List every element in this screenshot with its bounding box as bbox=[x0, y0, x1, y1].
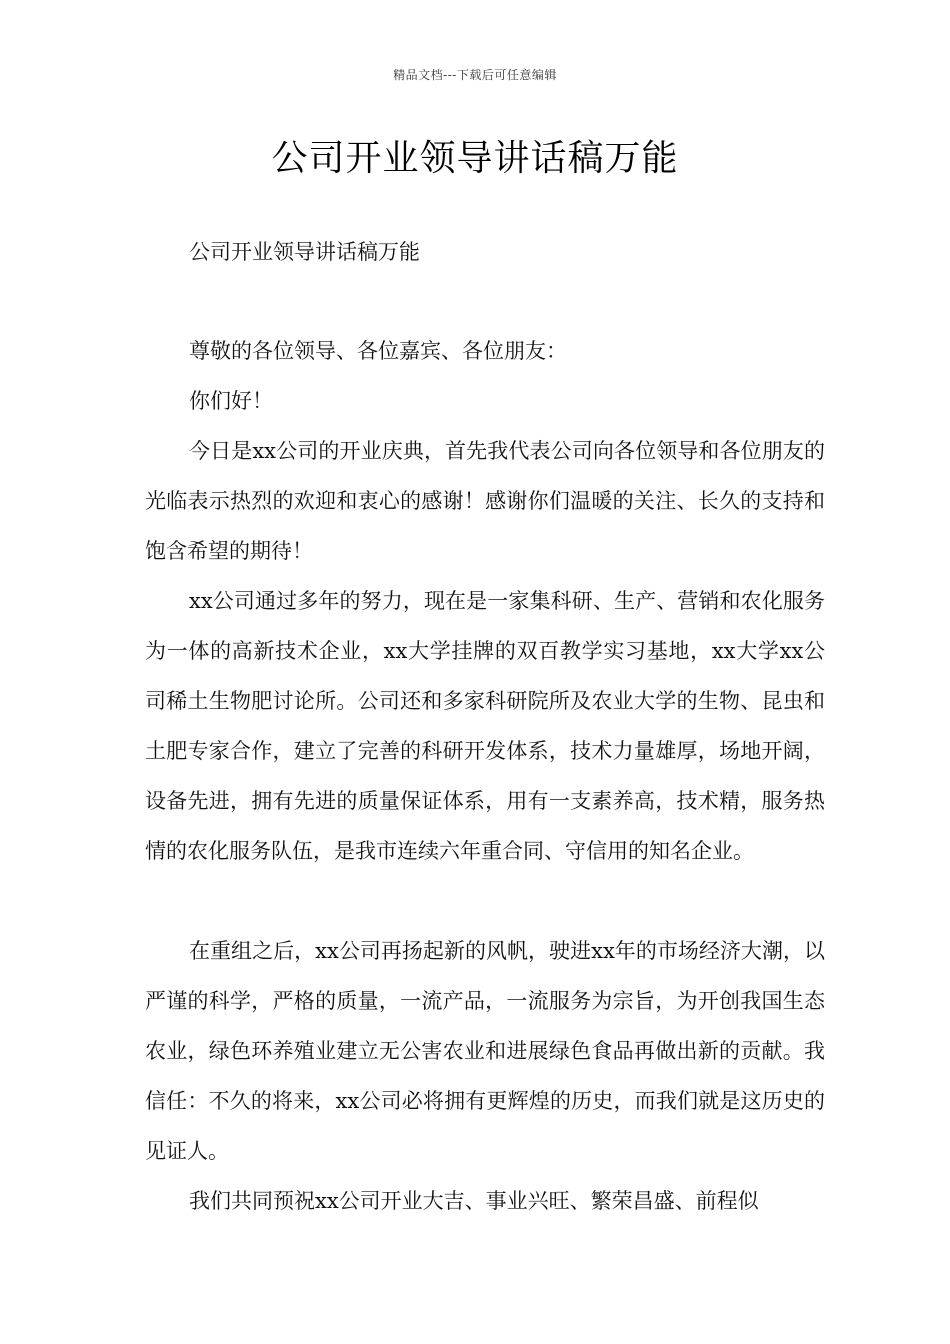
document-subtitle: 公司开业领导讲话稿万能 bbox=[189, 240, 420, 264]
paragraph-4: 我们共同预祝xx公司开业大吉、事业兴旺、繁荣昌盛、前程似 bbox=[189, 1189, 759, 1213]
paragraph-3: 在重组之后，xx公司再扬起新的风帆，驶进xx年的市场经济大潮，以严谨的科学，严格的质量，一流产品，一流服务为宗旨，为开创我国生态农业，绿色环养殖业建立无公害农业和进展绿色食品再做出新的贡献。我信任：不久的将来，xx公司必将拥有更辉煌的历史，而我们就是这历史的见证人。 bbox=[145, 939, 825, 1163]
salutation: 尊敬的各位领导、各位嘉宾、各位朋友： bbox=[189, 339, 567, 363]
greeting: 你们好！ bbox=[189, 389, 273, 413]
document-title: 公司开业领导讲话稿万能 bbox=[271, 138, 679, 179]
paragraph-1: 今日是xx公司的开业庆典，首先我代表公司向各位领导和各位朋友的光临表示热烈的欢迎和衷心的感谢！感谢你们温暖的关注、长久的支持和饱含希望的期待！ bbox=[145, 439, 825, 563]
header-note: 精品文档---下载后可任意编辑 bbox=[393, 68, 557, 82]
paragraph-2: xx公司通过多年的努力，现在是一家集科研、生产、营销和农化服务为一体的高新技术企业，xx大学挂牌的双百教学实习基地，xx大学xx公司稀土生物肥讨论所。公司还和多家科研院所及农业大学的生物、昆虫和土肥专家合作，建立了完善的科研开发体系，技术力量雄厚，场地开阔，设备先进，拥有先进的质量保证体系，用有一支素养高，技术精，服务热情的农化服务队伍，是我市连续六年重合同、守信用的知名企业。 bbox=[145, 589, 825, 863]
